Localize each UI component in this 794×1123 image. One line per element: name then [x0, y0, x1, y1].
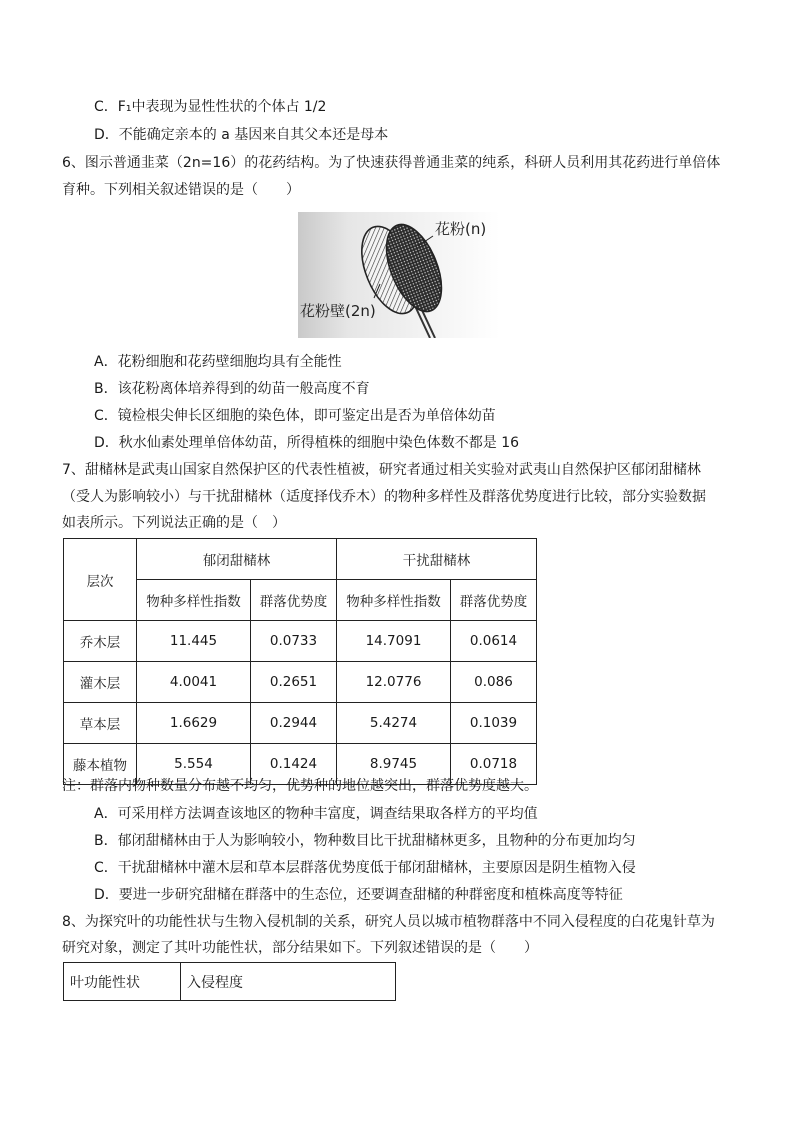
- q6-option-a: A．花粉细胞和花药壁细胞均具有全能性: [94, 354, 342, 370]
- header-layer: 层次: [64, 539, 137, 621]
- header-group-disturbed-forest: 干扰甜槠林: [337, 539, 537, 580]
- row-layer: 乔木层: [64, 621, 137, 662]
- cell-value: 0.0614: [451, 621, 537, 662]
- cell-value: 5.554: [137, 744, 251, 785]
- q6-stem-line2: 育种。下列相关叙述错误的是（ ）: [62, 182, 300, 198]
- pollen-label: 花粉(n): [435, 220, 487, 238]
- header-group-closed-forest: 郁闭甜槠林: [137, 539, 337, 580]
- q7-table-note: 注：群落内物种数量分布越不均匀，优势种的地位越突出，群落优势度越大。: [62, 778, 538, 794]
- q7-option-c: C．干扰甜槠林中灌木层和草本层群落优势度低于郁闭甜槠林，主要原因是阴生植物入侵: [94, 860, 636, 876]
- cell-value: 11.445: [137, 621, 251, 662]
- cell-value: 0.1424: [251, 744, 337, 785]
- q6-stem-line1: 6、图示普通韭菜（2n=16）的花药结构。为了快速获得普通韭菜的纯系，科研人员利用其花药进行单倍体: [62, 155, 721, 171]
- q6-option-c: C．镜检根尖伸长区细胞的染色体，即可鉴定出是否为单倍体幼苗: [94, 408, 496, 424]
- cell-value: 0.0718: [451, 744, 537, 785]
- q8-stem-line1: 8、为探究叶的功能性状与生物入侵机制的关系，研究人员以城市植物群落中不同入侵程度的白花鬼针草为: [62, 914, 715, 930]
- subheader-diversity: 物种多样性指数: [137, 580, 251, 621]
- subheader-dominance: 群落优势度: [251, 580, 337, 621]
- cell-value: 1.6629: [137, 703, 251, 744]
- cell-value: 0.0733: [251, 621, 337, 662]
- q7-data-table: [63, 538, 537, 785]
- header-leaf-trait: 叶功能性状: [64, 963, 181, 1001]
- q6-option-b: B．该花粉离体培养得到的幼苗一般高度不育: [94, 381, 370, 397]
- cell-value: 0.2944: [251, 703, 337, 744]
- row-layer: 草本层: [64, 703, 137, 744]
- anther-structure-figure: [298, 212, 500, 338]
- q7-stem-line3: 如表所示。下列说法正确的是（ ）: [62, 515, 286, 531]
- table-row: [64, 621, 537, 662]
- cell-value: 0.1039: [451, 703, 537, 744]
- subheader-diversity: 物种多样性指数: [337, 580, 451, 621]
- q7-stem-line1: 7、甜槠林是武夷山国家自然保护区的代表性植被，研究者通过相关实验对武夷山自然保护区郁闭甜槠林: [62, 462, 701, 478]
- cell-value: 12.0776: [337, 662, 451, 703]
- cell-value: 0.086: [451, 662, 537, 703]
- subheader-dominance: 群落优势度: [451, 580, 537, 621]
- cell-value: 8.9745: [337, 744, 451, 785]
- q7-option-d: D．要进一步研究甜槠在群落中的生态位，还要调查甜槠的种群密度和植株高度等特征: [94, 887, 623, 903]
- q5-option-c: C．F₁中表现为显性性状的个体占 1/2: [94, 99, 327, 115]
- row-layer: 藤本植物: [64, 744, 137, 785]
- header-invasion-degree: 入侵程度: [181, 963, 396, 1001]
- q8-table: [63, 962, 396, 1001]
- anther-wall-label: 花粉壁(2n): [300, 302, 376, 320]
- table-row: [64, 703, 537, 744]
- cell-value: 5.4274: [337, 703, 451, 744]
- cell-value: 14.7091: [337, 621, 451, 662]
- row-layer: 灌木层: [64, 662, 137, 703]
- q7-option-b: B．郁闭甜槠林由于人为影响较小，物种数目比干扰甜槠林更多，且物种的分布更加均匀: [94, 833, 636, 849]
- q5-option-d: D．不能确定亲本的 a 基因来自其父本还是母本: [94, 127, 389, 143]
- table-row: [64, 662, 537, 703]
- q6-option-d: D．秋水仙素处理单倍体幼苗，所得植株的细胞中染色体数不都是 16: [94, 435, 520, 451]
- table-header-row: [64, 963, 396, 1001]
- cell-value: 4.0041: [137, 662, 251, 703]
- q8-stem-line2: 研究对象，测定了其叶功能性状，部分结果如下。下列叙述错误的是（ ）: [62, 940, 538, 956]
- q7-option-a: A．可采用样方法调查该地区的物种丰富度，调查结果取各样方的平均值: [94, 806, 538, 822]
- cell-value: 0.2651: [251, 662, 337, 703]
- table-header-row: [64, 539, 537, 580]
- q7-stem-line2: （受人为影响较小）与干扰甜槠林（适度择伐乔木）的物种多样性及群落优势度进行比较，部分实验数据: [62, 489, 706, 505]
